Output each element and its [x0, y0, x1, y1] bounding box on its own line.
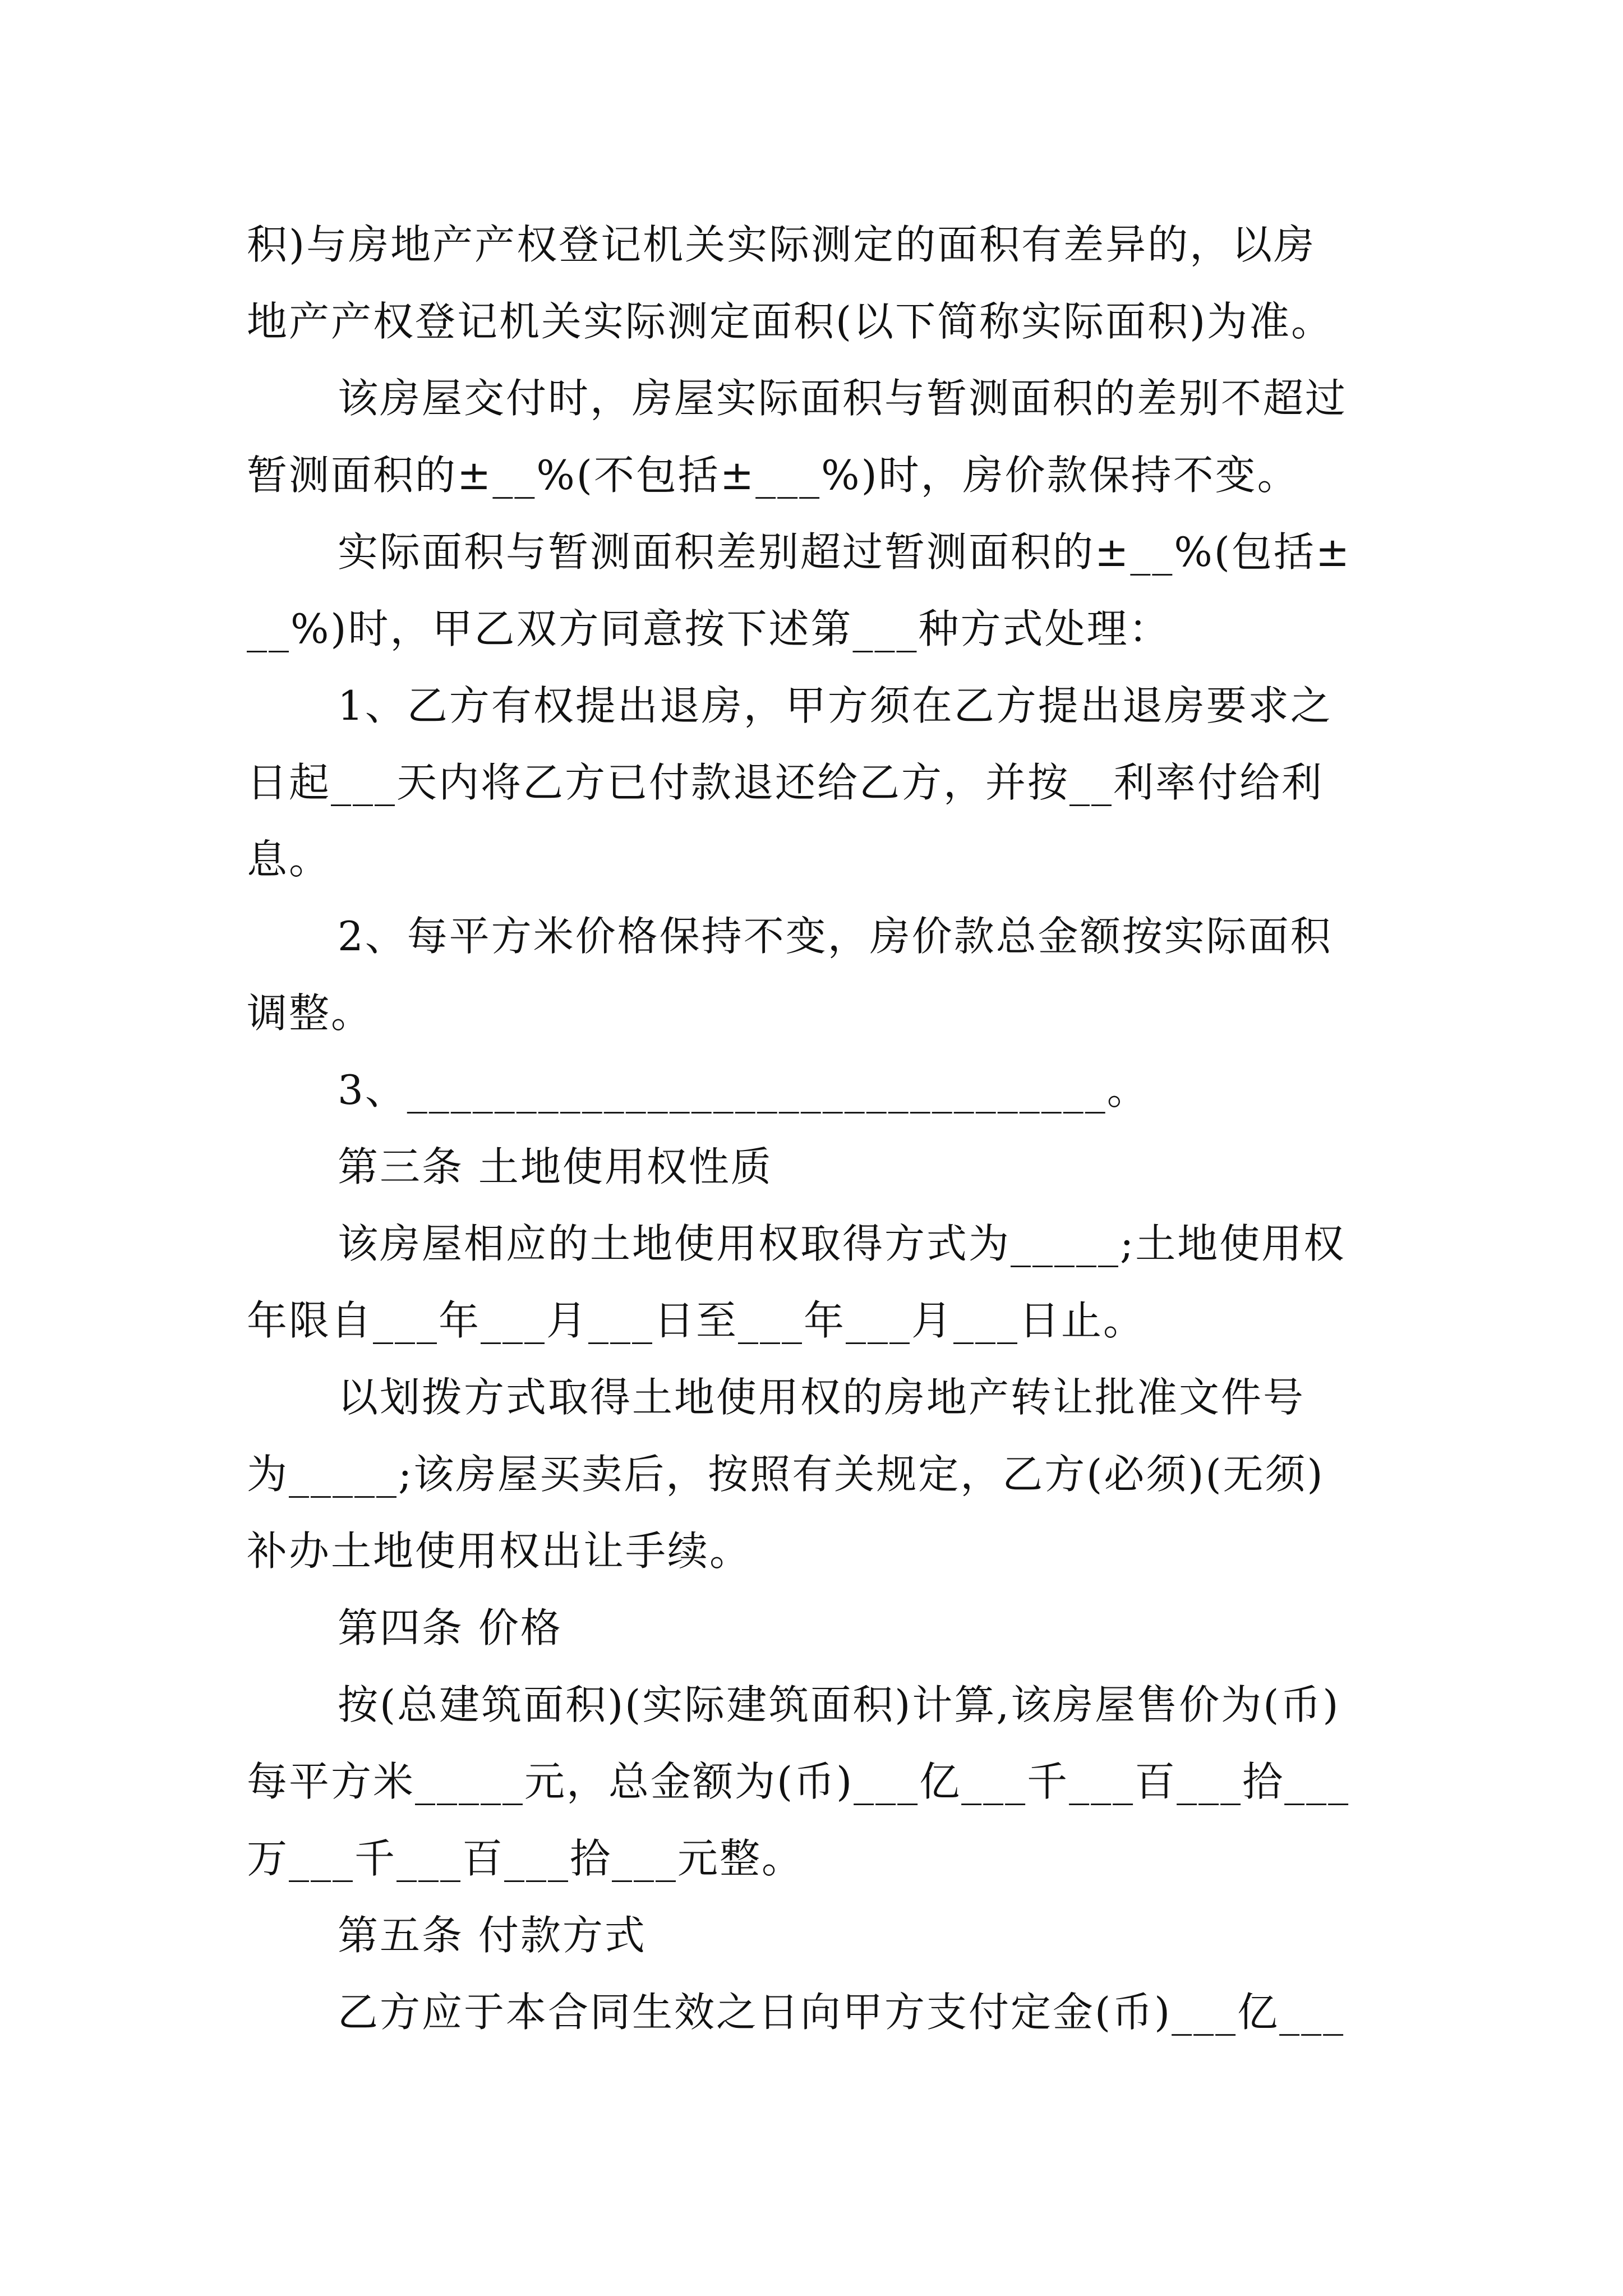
text-line: 万___千___百___拾___元整。	[247, 1835, 804, 1882]
text-line: 该房屋交付时，房屋实际面积与暂测面积的差别不超过	[338, 375, 1348, 422]
text-line: __%)时，甲乙双方同意按下述第___种方式处理：	[247, 605, 1171, 652]
text-line: 每平方米_____元，总金额为(币)___亿___千___百___拾___	[247, 1758, 1350, 1805]
text-line: 实际面积与暂测面积差别超过暂测面积的±__%(包括±	[338, 528, 1352, 576]
text-line: 年限自___年___月___日至___年___月___日止。	[247, 1297, 1146, 1344]
section-heading: 第三条 土地使用权性质	[338, 1143, 773, 1190]
section-heading: 第五条 付款方式	[338, 1912, 647, 1959]
text-line: 1、乙方有权提出退房，甲方须在乙方提出退房要求之	[338, 682, 1332, 729]
text-line: 调整。	[247, 990, 374, 1037]
text-line: 地产产权登记机关实际测定面积(以下简称实际面积)为准。	[247, 298, 1334, 345]
text-line: 乙方应于本合同生效之日向甲方支付定金(币)___亿___	[338, 1989, 1345, 2036]
text-line: 日起___天内将乙方已付款退还给乙方，并按__利率付给利	[247, 759, 1324, 806]
text-line: 3、________________________________。	[338, 1066, 1149, 1114]
text-line: 该房屋相应的土地使用权取得方式为_____;土地使用权	[338, 1220, 1346, 1267]
text-line: 补办土地使用权出让手续。	[247, 1527, 752, 1575]
text-line: 暂测面积的±__%(不包括±___%)时，房价款保持不变。	[247, 452, 1299, 499]
text-line: 为_____;该房屋买卖后，按照有关规定，乙方(必须)(无须)	[247, 1451, 1325, 1498]
text-line: 2、每平方米价格保持不变，房价款总金额按实际面积	[338, 913, 1332, 960]
text-line: 息。	[247, 836, 331, 883]
contract-text	[247, 206, 1394, 2051]
text-line: 按(总建筑面积)(实际建筑面积)计算,该房屋售价为(币)	[338, 1681, 1340, 1728]
section-heading: 第四条 价格	[338, 1604, 562, 1651]
text-line: 积)与房地产产权登记机关实际测定的面积有差异的，以房	[247, 221, 1316, 268]
text-line: 以划拨方式取得土地使用权的房地产转让批准文件号	[338, 1374, 1306, 1421]
